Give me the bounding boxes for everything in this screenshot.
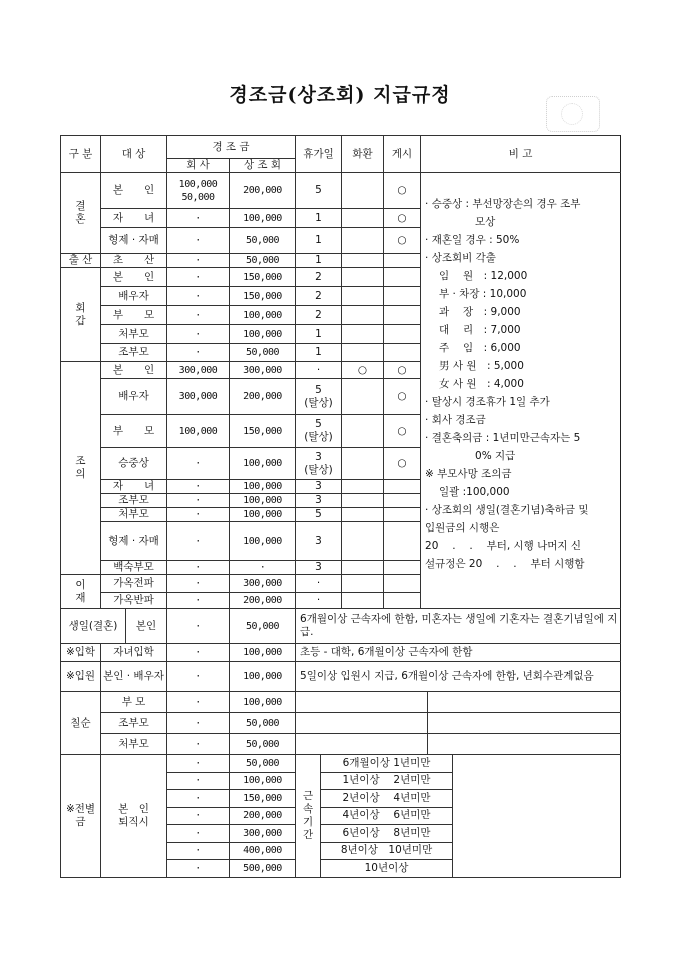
leave-days-cell: 5 (탈상) xyxy=(296,379,342,415)
notice-cell xyxy=(384,593,421,609)
leave-days-cell: · xyxy=(296,593,342,609)
notice-cell xyxy=(384,287,421,306)
group-label xyxy=(61,268,101,362)
remark-line: 임 원 : 12,000 xyxy=(439,270,528,282)
remark-line: 입원금의 시행은 xyxy=(425,522,500,534)
target-cell: 승중상 xyxy=(101,448,167,480)
notice-cell: ○ xyxy=(384,415,421,448)
leave-days-cell: 1 xyxy=(296,344,342,362)
notice-cell: ○ xyxy=(384,173,421,209)
association-amount-cell: 100,000 xyxy=(230,494,296,508)
association-amount-cell: 100,000 xyxy=(230,508,296,522)
seventieth-blank xyxy=(428,734,621,755)
seventieth-target: 처부모 xyxy=(101,734,167,755)
tenure-range: 2년이상 4년미만 xyxy=(321,790,453,808)
farewell-company-amount: · xyxy=(167,790,230,808)
wreath-cell xyxy=(342,494,384,508)
remark-line: · 상조회의 생일(결혼기념)축하금 및 xyxy=(425,504,589,516)
notice-cell xyxy=(384,325,421,344)
seventieth-association-amount: 50,000 xyxy=(230,734,296,755)
header-target: 대 상 xyxy=(101,136,167,173)
group-label-char: 결 xyxy=(75,200,86,212)
wreath-cell xyxy=(342,593,384,609)
group-label-char: 재 xyxy=(75,591,86,604)
wreath-cell xyxy=(342,306,384,325)
tenure-range: 1년이상 2년미만 xyxy=(321,772,453,790)
tenure-range: 6년이상 8년미만 xyxy=(321,825,453,843)
company-amount-cell: · xyxy=(167,268,230,287)
admission-note: 초등 - 대학, 6개월이상 근속자에 한함 xyxy=(296,644,621,662)
wreath-cell xyxy=(342,344,384,362)
association-amount-cell: 150,000 xyxy=(230,268,296,287)
leave-days-cell: 1 xyxy=(296,209,342,228)
leave-days-cell: · xyxy=(296,362,342,379)
remark-line: 女 사 원 : 4,000 xyxy=(439,378,524,390)
association-amount-cell: 50,000 xyxy=(230,254,296,268)
company-amount-cell: · xyxy=(167,344,230,362)
target-cell: 부 모 xyxy=(101,415,167,448)
target-cell: 자 녀 xyxy=(101,480,167,494)
wreath-cell xyxy=(342,325,384,344)
association-amount-cell: 100,000 xyxy=(230,480,296,494)
company-amount-cell: 300,000 xyxy=(167,379,230,415)
farewell-association-amount: 50,000 xyxy=(230,755,296,773)
hospital-target: 본인 · 배우자 xyxy=(101,662,167,692)
target-cell: 본 인 xyxy=(101,268,167,287)
leave-days-cell: 3 xyxy=(296,561,342,575)
remarks-cell xyxy=(421,173,621,609)
company-amount-cell: · xyxy=(167,448,230,480)
wreath-cell xyxy=(342,254,384,268)
group-label xyxy=(61,173,101,254)
wreath-cell xyxy=(342,561,384,575)
association-amount-cell: 150,000 xyxy=(230,287,296,306)
seventieth-association-amount: 50,000 xyxy=(230,713,296,734)
seventieth-blank xyxy=(428,713,621,734)
notice-cell: ○ xyxy=(384,379,421,415)
company-amount-cell: · xyxy=(167,325,230,344)
birthday-note: 6개월이상 근속자에 한함, 미혼자는 생일에 기혼자는 결혼기념일에 지급. xyxy=(296,609,621,644)
remark-line: 男 사 원 : 5,000 xyxy=(439,360,524,372)
remark-line: 20 . . 부터, 시행 나머지 신 xyxy=(425,540,582,552)
company-amount-cell: · xyxy=(167,480,230,494)
notice-cell xyxy=(384,306,421,325)
tenure-range: 6개월이상 1년미만 xyxy=(321,755,453,773)
company-amount-cell: 300,000 xyxy=(167,362,230,379)
target-cell: 가옥반파 xyxy=(101,593,167,609)
birthday-target: 본인 xyxy=(126,609,167,644)
association-amount-cell: 300,000 xyxy=(230,362,296,379)
target-cell: 본 인 xyxy=(101,173,167,209)
notice-cell: ○ xyxy=(384,228,421,254)
company-amount-cell: · xyxy=(167,575,230,593)
notice-cell xyxy=(384,344,421,362)
farewell-category: ※전별 금 xyxy=(61,755,101,878)
leave-days-cell: 5 (탈상) xyxy=(296,415,342,448)
seventieth-category: 칠순 xyxy=(61,692,101,755)
seventieth-blank xyxy=(428,692,621,713)
company-amount-cell: · xyxy=(167,228,230,254)
remark-line: · 재혼일 경우 : 50% xyxy=(425,234,520,246)
tenure-range: 10년이상 xyxy=(321,860,453,878)
remark-line: 모상 xyxy=(475,216,496,228)
group-label-text xyxy=(63,200,98,226)
farewell-association-amount: 500,000 xyxy=(230,860,296,878)
stamp-mark xyxy=(546,96,600,132)
company-amount-cell: 100,000 xyxy=(167,415,230,448)
target-cell: 형제 · 자매 xyxy=(101,522,167,561)
target-cell: 백숙부모 xyxy=(101,561,167,575)
target-cell: 처부모 xyxy=(101,508,167,522)
birthday-company-amount: · xyxy=(167,609,230,644)
header-notice: 게시 xyxy=(384,136,421,173)
wreath-cell xyxy=(342,480,384,494)
notice-cell: ○ xyxy=(384,362,421,379)
leave-days-cell: 3 xyxy=(296,480,342,494)
wreath-cell xyxy=(342,448,384,480)
leave-days-cell: 5 xyxy=(296,508,342,522)
group-label-char: 이 xyxy=(75,578,86,591)
association-amount-cell: 100,000 xyxy=(230,306,296,325)
hospital-association-amount: 100,000 xyxy=(230,662,296,692)
notice-cell xyxy=(384,508,421,522)
association-amount-cell: 100,000 xyxy=(230,448,296,480)
tenure-label: 근 속 기 간 xyxy=(296,755,321,878)
group-label-text xyxy=(63,254,98,267)
notice-cell xyxy=(384,522,421,561)
farewell-association-amount: 400,000 xyxy=(230,842,296,860)
group-label-char: 혼 xyxy=(75,213,86,225)
notice-cell: ○ xyxy=(384,448,421,480)
target-cell: 조부모 xyxy=(101,344,167,362)
header-association: 상 조 회 xyxy=(230,159,296,173)
leave-days-cell: 1 xyxy=(296,325,342,344)
header-category: 구 분 xyxy=(61,136,101,173)
hospital-note: 5일이상 입원시 지급, 6개월이상 근속자에 한함, 년회수관계없음 xyxy=(296,662,621,692)
header-fund: 경 조 금 xyxy=(167,136,296,159)
leave-days-cell: 3 xyxy=(296,522,342,561)
association-amount-cell: · xyxy=(230,561,296,575)
group-label-char: 의 xyxy=(75,468,86,480)
remark-line: ※ 부모사망 조의금 xyxy=(425,468,512,480)
farewell-association-amount: 200,000 xyxy=(230,807,296,825)
target-cell: 초 산 xyxy=(101,254,167,268)
company-amount-cell: · xyxy=(167,522,230,561)
notice-cell xyxy=(384,480,421,494)
remark-line: 설규정은 20 . . 부터 시행함 xyxy=(425,558,585,570)
wreath-cell xyxy=(342,209,384,228)
group-label xyxy=(61,575,101,609)
farewell-association-amount: 300,000 xyxy=(230,825,296,843)
notice-cell xyxy=(384,494,421,508)
seventieth-blank xyxy=(296,692,428,713)
farewell-association-amount: 100,000 xyxy=(230,772,296,790)
association-amount-cell: 200,000 xyxy=(230,379,296,415)
leave-days-cell: 1 xyxy=(296,228,342,254)
seventieth-company-amount: · xyxy=(167,734,230,755)
leave-days-cell: 1 xyxy=(296,254,342,268)
remark-line: 부 · 차장 : 10,000 xyxy=(439,288,527,300)
remark-line: 과 장 : 9,000 xyxy=(439,306,521,318)
company-amount-cell: · xyxy=(167,306,230,325)
target-cell: 가옥전파 xyxy=(101,575,167,593)
leave-days-cell: 3 (탈상) xyxy=(296,448,342,480)
wreath-cell: ○ xyxy=(342,362,384,379)
admission-target: 자녀입학 xyxy=(101,644,167,662)
leave-days-cell: 5 xyxy=(296,173,342,209)
wreath-cell xyxy=(342,173,384,209)
leave-days-cell: · xyxy=(296,575,342,593)
wreath-cell xyxy=(342,268,384,287)
notice-cell: ○ xyxy=(384,209,421,228)
association-amount-cell: 100,000 xyxy=(230,209,296,228)
association-amount-cell: 300,000 xyxy=(230,575,296,593)
group-label-text xyxy=(63,579,98,605)
header-wreath: 화환 xyxy=(342,136,384,173)
remark-line: 대 리 : 7,000 xyxy=(439,324,521,336)
wreath-cell xyxy=(342,522,384,561)
farewell-blank xyxy=(453,755,621,878)
farewell-company-amount: · xyxy=(167,755,230,773)
wreath-cell xyxy=(342,287,384,306)
company-amount-cell: · xyxy=(167,209,230,228)
birthday-association-amount: 50,000 xyxy=(230,609,296,644)
seventieth-blank xyxy=(296,713,428,734)
seventieth-association-amount: 100,000 xyxy=(230,692,296,713)
farewell-company-amount: · xyxy=(167,825,230,843)
leave-days-cell: 2 xyxy=(296,287,342,306)
target-cell: 자 녀 xyxy=(101,209,167,228)
company-amount-cell: · xyxy=(167,254,230,268)
seventieth-blank xyxy=(296,734,428,755)
admission-company-amount: · xyxy=(167,644,230,662)
target-cell: 본 인 xyxy=(101,362,167,379)
notice-cell xyxy=(384,561,421,575)
wreath-cell xyxy=(342,379,384,415)
regulation-table xyxy=(60,135,621,878)
association-amount-cell: 50,000 xyxy=(230,228,296,254)
company-amount-cell: · xyxy=(167,561,230,575)
farewell-association-amount: 150,000 xyxy=(230,790,296,808)
group-label-text xyxy=(63,302,98,328)
company-amount-cell: · xyxy=(167,593,230,609)
farewell-company-amount: · xyxy=(167,842,230,860)
association-amount-cell: 100,000 xyxy=(230,522,296,561)
wreath-cell xyxy=(342,415,384,448)
admission-association-amount: 100,000 xyxy=(230,644,296,662)
seventieth-target: 조부모 xyxy=(101,713,167,734)
remark-line: 일괄 :100,000 xyxy=(439,486,510,498)
group-label-char: 갑 xyxy=(75,314,86,327)
tenure-range: 8년이상 10년미만 xyxy=(321,842,453,860)
group-label-char: 출 산 xyxy=(68,254,93,266)
target-cell: 형제 · 자매 xyxy=(101,228,167,254)
remark-line: · 결혼축의금 : 1년미만근속자는 5 xyxy=(425,432,581,444)
header-remarks: 비 고 xyxy=(421,136,621,173)
group-label-char: 회 xyxy=(75,301,86,314)
remark-line: · 상조회비 각출 xyxy=(425,252,496,264)
notice-cell xyxy=(384,575,421,593)
birthday-category: 생일(결혼) xyxy=(61,609,126,644)
leave-days-cell: 2 xyxy=(296,306,342,325)
farewell-target: 본 인 퇴직시 xyxy=(101,755,167,878)
target-cell: 처부모 xyxy=(101,325,167,344)
seventieth-company-amount: · xyxy=(167,713,230,734)
association-amount-cell: 200,000 xyxy=(230,173,296,209)
target-cell: 조부모 xyxy=(101,494,167,508)
document-title: 경조금(상조회) 지급규정 xyxy=(229,84,451,106)
company-amount-cell: · xyxy=(167,494,230,508)
association-amount-cell: 50,000 xyxy=(230,344,296,362)
company-amount-cell: 100,000 50,000 xyxy=(167,173,230,209)
leave-days-cell: 3 xyxy=(296,494,342,508)
target-cell: 부 모 xyxy=(101,306,167,325)
hospital-company-amount: · xyxy=(167,662,230,692)
group-label xyxy=(61,254,101,268)
notice-cell xyxy=(384,254,421,268)
company-amount-cell: · xyxy=(167,508,230,522)
remark-line: · 회사 경조금 xyxy=(425,414,486,426)
target-cell: 배우자 xyxy=(101,379,167,415)
hospital-category: ※입원 xyxy=(61,662,101,692)
remark-line: · 탈상시 경조휴가 1일 추가 xyxy=(425,396,550,408)
association-amount-cell: 150,000 xyxy=(230,415,296,448)
wreath-cell xyxy=(342,508,384,522)
association-amount-cell: 200,000 xyxy=(230,593,296,609)
group-label xyxy=(61,362,101,575)
tenure-range: 4년이상 6년미만 xyxy=(321,807,453,825)
farewell-company-amount: · xyxy=(167,860,230,878)
remark-line: 주 임 : 6,000 xyxy=(439,342,521,354)
wreath-cell xyxy=(342,575,384,593)
header-company: 회 사 xyxy=(167,159,230,173)
seventieth-company-amount: · xyxy=(167,692,230,713)
target-cell: 배우자 xyxy=(101,287,167,306)
group-label-text xyxy=(63,455,98,481)
farewell-company-amount: · xyxy=(167,807,230,825)
admission-category: ※입학 xyxy=(61,644,101,662)
farewell-company-amount: · xyxy=(167,772,230,790)
group-label-char: 조 xyxy=(75,455,86,467)
header-leave: 휴가일 xyxy=(296,136,342,173)
notice-cell xyxy=(384,268,421,287)
remark-line: 0% 지급 xyxy=(475,450,516,462)
company-amount-cell: · xyxy=(167,287,230,306)
leave-days-cell: 2 xyxy=(296,268,342,287)
seventieth-target: 부 모 xyxy=(101,692,167,713)
wreath-cell xyxy=(342,228,384,254)
association-amount-cell: 100,000 xyxy=(230,325,296,344)
remark-line: · 승중상 : 부선망장손의 경우 조부 xyxy=(425,198,581,210)
